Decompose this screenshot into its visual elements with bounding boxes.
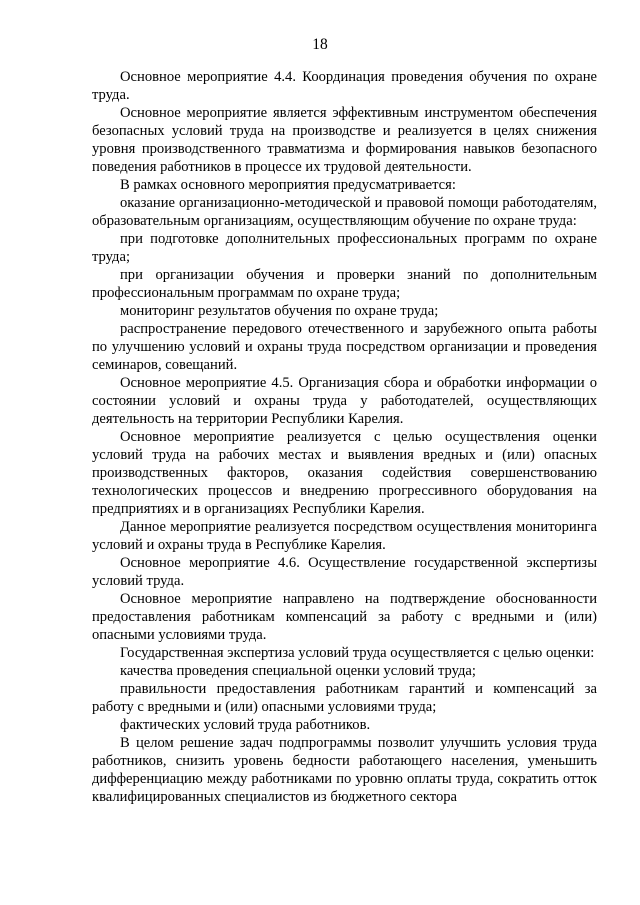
paragraph: В рамках основного мероприятия предусматривается: [120, 177, 456, 193]
paragraph: оказание организационно-методической и правовой помощи работодателям, образовательным организациям, осуществляющим обучение по охране труда: [92, 195, 597, 229]
paragraph: Основное мероприятие 4.5. Организация сбора и обработки информации о состоянии условий и охраны труда у работодателей, осуществляющих деятельность на территории Республики Карелия. [92, 375, 597, 427]
paragraph: при подготовке дополнительных профессиональных программ по охране труда; [92, 231, 597, 265]
paragraph: Основное мероприятие направлено на подтверждение обоснованности предоставления работникам компенсаций за работу с вредными и (или) опасными условиями труда. [92, 591, 597, 643]
paragraph: Государственная экспертиза условий труда осуществляется с целью оценки: [120, 645, 595, 661]
paragraph: Основное мероприятие реализуется с целью осуществления оценки условий труда на рабочих местах и выявления вредных и (или) опасных производственных факторов, оказания содействия совершенствованию технологических процессов и внедрению прогрессивного оборудования на предприятиях и в организациях Республики Карелия. [92, 429, 597, 517]
paragraph: распространение передового отечественного и зарубежного опыта работы по улучшению условий и охраны труда посредством организации и проведения семинаров, совещаний. [92, 321, 597, 373]
paragraph: Основное мероприятие 4.6. Осуществление государственной экспертизы условий труда. [92, 555, 597, 589]
paragraph: Основное мероприятие является эффективным инструментом обеспечения безопасных условий труда на производстве и реализуется в целях снижения уровня производственного травматизма и формирования навыков безопасного поведения работников в процессе их трудовой деятельности. [92, 105, 597, 175]
paragraph: Основное мероприятие 4.4. Координация проведения обучения по охране труда. [92, 69, 597, 103]
paragraph: Данное мероприятие реализуется посредством осуществления мониторинга условий и охраны труда в Республике Карелия. [92, 519, 597, 553]
paragraph: качества проведения специальной оценки условий труда; [120, 663, 476, 679]
page-number: 18 [312, 36, 328, 53]
paragraph: мониторинг результатов обучения по охране труда; [120, 303, 439, 319]
paragraph: фактических условий труда работников. [120, 717, 371, 733]
paragraph: В целом решение задач подпрограммы позволит улучшить условия труда работников, снизить уровень бедности работающего населения, уменьшить дифференциацию между работниками по уровню оплаты труда, сократить отток квалифицированных специалистов из бюджетного сектора [92, 735, 597, 805]
document-body [92, 68, 597, 806]
paragraph: правильности предоставления работникам гарантий и компенсаций за работу с вредными и (или) опасными условиями труда; [92, 681, 597, 715]
paragraph: при организации обучения и проверки знаний по дополнительным профессиональным программам по охране труда; [92, 267, 597, 301]
